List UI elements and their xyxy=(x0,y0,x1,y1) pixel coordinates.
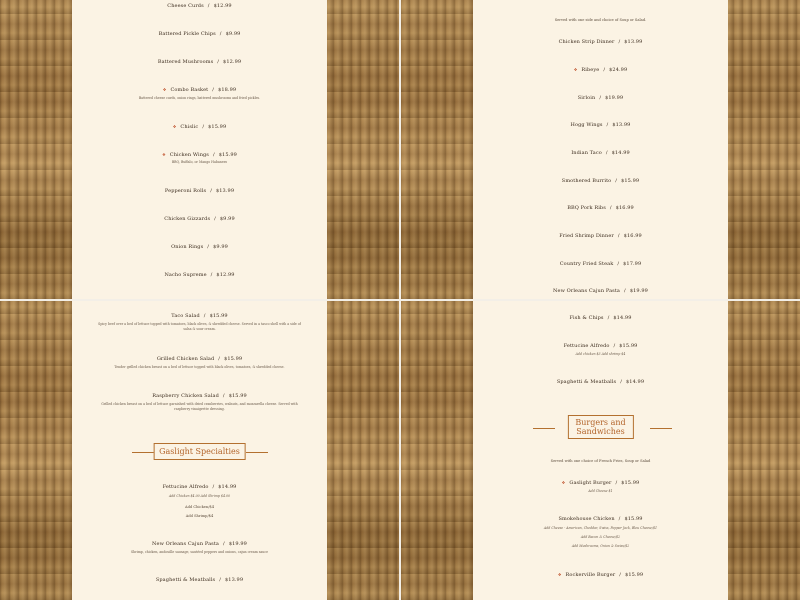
menu-item: ❖ Chicken Wings / $15.99 xyxy=(162,152,237,158)
menu-item: Battered Pickle Chips / $9.99 xyxy=(158,31,241,37)
grid-divider-horizontal xyxy=(0,299,800,301)
star-icon: ❖ xyxy=(573,67,578,72)
title-rule-right xyxy=(246,452,268,453)
menu-item: Onion Rings / $9.99 xyxy=(171,244,228,250)
item-subnote: Add chicken $3 Add shrimp $4 xyxy=(575,352,626,356)
menu-sheet xyxy=(473,300,728,600)
star-icon: ❖ xyxy=(162,152,166,157)
star-icon: ❖ xyxy=(172,124,177,129)
menu-item: Smothered Burrito / $15.99 xyxy=(561,178,640,184)
title-rule-left xyxy=(132,452,154,453)
menu-panel-burgers xyxy=(400,300,800,600)
menu-item: ❖ Ribeye / $24.99 xyxy=(573,67,628,73)
section-title xyxy=(567,415,633,439)
menu-item: Battered Mushrooms / $12.99 xyxy=(157,59,242,65)
menu-item: New Orleans Cajun Pasta / $19.99 xyxy=(553,288,648,294)
section-title-line: Burgers and xyxy=(575,418,626,427)
menu-item: ❖ Combo Basket / $18.99 xyxy=(162,87,237,93)
item-description: BBQ, Buffalo, or Mango Habanero xyxy=(171,160,228,164)
addon-line: Add Shrimp/$4 xyxy=(185,514,214,518)
title-rule-left xyxy=(533,428,555,429)
menu-item: ❖ Rockerville Burger / $15.99 xyxy=(557,572,644,578)
menu-item: Raspberry Chicken Salad / $15.99 xyxy=(152,393,247,399)
menu-item: Pepperoni Rolls / $13.99 xyxy=(164,188,235,194)
star-icon: ❖ xyxy=(557,572,562,577)
menu-item: Smokehouse Chicken / $15.99 xyxy=(558,516,643,522)
menu-item: Chicken Strip Dinner / $13.99 xyxy=(558,39,643,45)
item-subnote: Add Chicken $4.00 Add Shrimp $4.00 xyxy=(168,494,231,498)
menu-item: New Orleans Cajun Pasta / $19.99 xyxy=(152,541,247,547)
menu-panel-appetizers xyxy=(0,0,400,300)
addon-line: Add Bacon & Cheese/$2 xyxy=(580,535,621,539)
menu-panel-salads xyxy=(0,300,400,600)
item-description: Grilled chicken breast on a bed of lettuce garnished with dried cranberries, walnuts, and mozzarella cheese. Served with raspberry vinaigrette dressing. xyxy=(101,402,298,411)
menu-sheet xyxy=(473,0,728,300)
addon-line: Add Chicken/$4 xyxy=(185,505,214,509)
item-description: Battered cheese curds, onion rings, battered mushrooms and fried pickles. xyxy=(138,96,261,100)
menu-item: Spaghetti & Meatballs / $14.99 xyxy=(556,379,645,385)
item-description: Shrimp, chicken, andouille sausage, sautéed peppers and onions, cajun cream sauce xyxy=(131,550,268,554)
section-note: Served with one choice of French Fries, Soup or Salad xyxy=(550,459,651,463)
menu-item: BBQ Pork Ribs / $16.99 xyxy=(567,205,634,211)
title-rule-right xyxy=(650,428,672,429)
menu-item: ❖ Gaslight Burger / $15.99 xyxy=(561,480,640,486)
addon-line: Add Cheese - American, Cheddar, Swiss, Pepper Jack, Bleu Cheese/$1 xyxy=(543,526,658,530)
menu-item: ❖ Chislic / $15.99 xyxy=(172,124,227,130)
menu-item: Grilled Chicken Salad / $15.99 xyxy=(156,356,243,362)
menu-sheet xyxy=(72,0,327,300)
addon-line: Add Mushrooms, Onion & Swiss/$2 xyxy=(571,544,630,548)
menu-item: Country Fried Steak / $17.99 xyxy=(559,261,642,267)
menu-item: Spaghetti & Meatballs / $13.99 xyxy=(155,577,244,583)
section-title-line: Sandwiches xyxy=(576,427,625,436)
item-subnote: Add Cheese $1 xyxy=(588,489,613,493)
menu-sheet xyxy=(72,300,327,600)
menu-item: Sirloin / $19.99 xyxy=(577,95,624,101)
menu-item: Fettucine Alfredo / $14.99 xyxy=(162,484,237,490)
menu-item: Fettucine Alfredo / $15.99 xyxy=(563,343,638,349)
section-note: Served with one side and choice of Soup or Salad. xyxy=(554,18,647,22)
menu-item: Fried Shrimp Dinner / $16.99 xyxy=(559,233,642,239)
item-description: Tender grilled chicken breast on a bed of lettuce topped with black olives, tomatoes, & shredded cheese. xyxy=(114,365,285,369)
menu-item: Nacho Supreme / $12.99 xyxy=(164,272,235,278)
menu-item: Cheese Curds / $12.99 xyxy=(167,3,232,9)
section-title: Gaslight Specialties xyxy=(153,443,246,460)
item-description: Spicy beef over a bed of lettuce topped with tomatoes, black olives, & shredded cheese. Served in a tasco shell with a side of salsa & sour cream. xyxy=(98,322,301,331)
menu-item: Chicken Gizzards / $9.99 xyxy=(164,216,235,222)
menu-item: Hogg Wings / $13.99 xyxy=(570,122,631,128)
menu-item: Taco Salad / $15.99 xyxy=(171,313,228,319)
star-icon: ❖ xyxy=(162,87,167,92)
menu-item: Indian Taco / $14.99 xyxy=(571,150,630,156)
star-icon: ❖ xyxy=(561,480,566,485)
menu-item: Fish & Chips / $14.99 xyxy=(569,315,632,321)
menu-panel-dinners xyxy=(400,0,800,300)
